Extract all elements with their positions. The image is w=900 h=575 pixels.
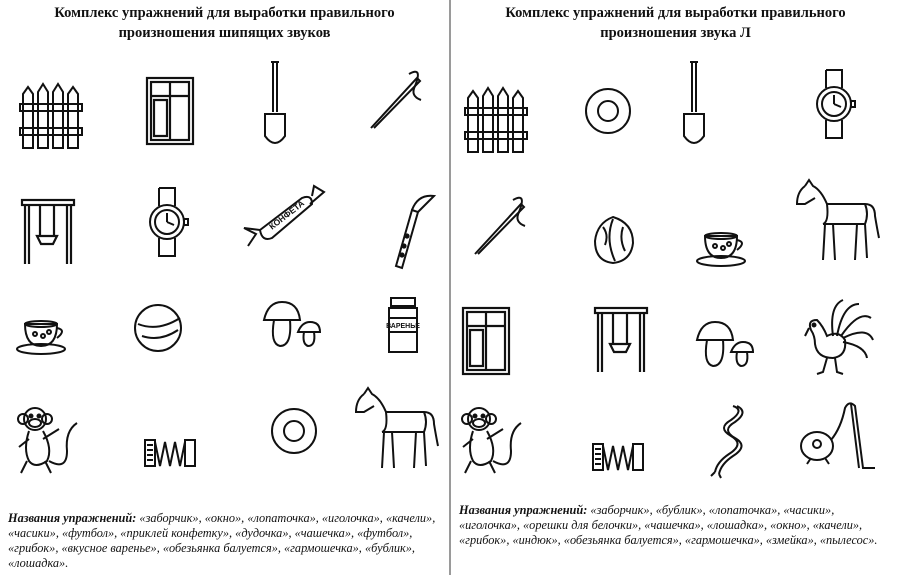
left-title-line-2: произношения шипящих звуков bbox=[118, 25, 331, 41]
left-exercise-names bbox=[8, 511, 443, 571]
left-title bbox=[0, 3, 449, 43]
window-icon bbox=[145, 76, 195, 146]
horse-icon bbox=[354, 386, 440, 472]
jam-jar-label: ВАРЕНЬЕ bbox=[386, 323, 420, 330]
pipe-icon bbox=[392, 192, 438, 270]
needle-icon bbox=[469, 192, 529, 258]
candy-label: КОНФЕТА bbox=[267, 198, 307, 232]
teacup-icon bbox=[15, 316, 71, 356]
bagel-icon bbox=[583, 86, 633, 136]
teacup-icon bbox=[695, 228, 751, 268]
swing-icon bbox=[593, 306, 649, 374]
accordion-icon bbox=[143, 436, 197, 470]
jam-jar-icon bbox=[385, 296, 421, 356]
ball-icon bbox=[132, 302, 184, 354]
bagel-icon bbox=[269, 406, 319, 456]
candy-icon bbox=[242, 184, 326, 258]
right-caption-lead: Названия упражнений: bbox=[459, 503, 588, 517]
left-exercise-panel bbox=[0, 0, 449, 575]
monkey-icon bbox=[459, 405, 523, 477]
right-title-line-1: Комплекс упражнений для выработки правильного bbox=[505, 5, 846, 21]
wristwatch-icon bbox=[811, 68, 857, 140]
left-title-line-1: Комплекс упражнений для выработки правильного bbox=[54, 5, 395, 21]
walnut-icon bbox=[593, 215, 635, 265]
mushrooms-icon bbox=[695, 320, 757, 370]
fence-icon bbox=[20, 80, 84, 150]
left-caption-lead: Названия упражнений: bbox=[8, 511, 137, 525]
snake-icon bbox=[709, 402, 749, 478]
shovel-icon bbox=[681, 60, 707, 150]
swing-icon bbox=[20, 198, 76, 266]
right-caption-text: «заборчик», «бублик», «лопаточка», «часики», «иголочка», «орешки для белочки», «чашечка», «лошадка», «окно», «качели», «грибок», «индюк», «обезьянка балуется», «гармошечка», «змейка», «пылесос». bbox=[459, 503, 878, 547]
shovel-icon bbox=[262, 60, 288, 150]
right-title-line-2: произношения звука Л bbox=[600, 25, 751, 41]
left-caption-text: «заборчик», «окно», «лопаточка», «иголочка», «качели», «часики», «футбол», «приклей конфетку», «дудочка», «чашечка», «футбол», «грибок», «вкусное варенье», «обезьянка балуется», «гармошечка», «бублик», «лошадка». bbox=[8, 511, 436, 570]
mushrooms-icon bbox=[262, 300, 324, 350]
right-exercise-panel bbox=[451, 0, 900, 575]
window-icon bbox=[461, 306, 511, 376]
wristwatch-icon bbox=[144, 186, 190, 258]
monkey-icon bbox=[15, 405, 79, 477]
horse-icon bbox=[795, 178, 881, 264]
turkey-icon bbox=[803, 296, 875, 376]
right-title bbox=[451, 3, 900, 43]
needle-icon bbox=[365, 66, 425, 132]
vacuum-cleaner-icon bbox=[797, 398, 879, 476]
right-exercise-names bbox=[459, 503, 894, 548]
fence-icon bbox=[465, 84, 529, 154]
accordion-icon bbox=[591, 440, 645, 474]
